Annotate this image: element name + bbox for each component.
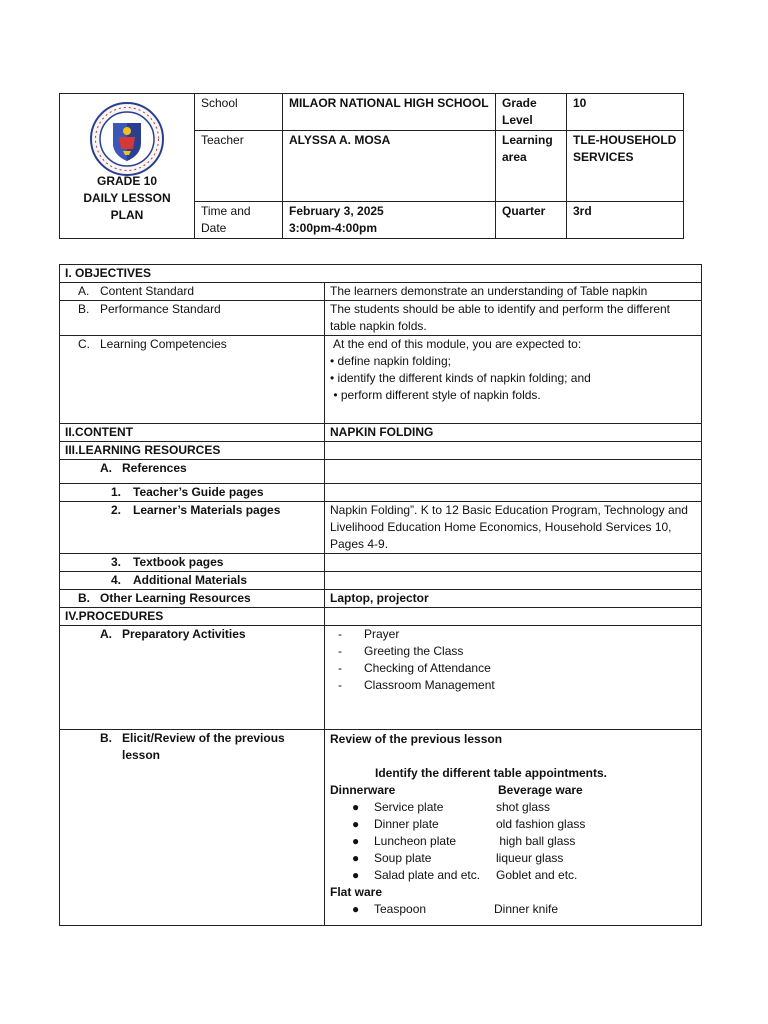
list-item: ● Salad plate and etc. Goblet and etc. (352, 868, 578, 882)
competencies-value (325, 336, 702, 424)
list-item: • identify the different kinds of napkin folding; and (330, 371, 591, 385)
table-row (60, 424, 702, 442)
deped-seal-logo (89, 101, 165, 177)
content-value: NAPKIN FOLDING (325, 424, 702, 442)
empty-cell (325, 442, 702, 460)
quarter-value: 3rd (567, 202, 684, 239)
learning-area-value: TLE-HOUSEHOLD SERVICES (567, 131, 684, 202)
grade-level-label: Grade Level (496, 94, 567, 131)
seal-icon (89, 101, 165, 177)
list-item: ● Dinner plate old fashion glass (352, 817, 586, 831)
flatware-heading: Flat ware (330, 885, 383, 899)
beverage-heading: Beverage ware (498, 783, 583, 797)
lesson-plan-table (59, 264, 702, 926)
procedures-heading: IV.PROCEDURES (60, 608, 325, 626)
competencies-label: C. Learning Competencies (60, 336, 325, 424)
list-item: ● Soup plate liqueur glass (352, 851, 564, 865)
grade-level-value: 10 (567, 94, 684, 131)
other-resources-value: Laptop, projector (325, 590, 702, 608)
table-row (60, 283, 702, 301)
review-instruction: Identify the different table appointments. (375, 766, 608, 780)
references-label: A. References (60, 460, 325, 484)
content-standard-label: A. Content Standard (60, 283, 325, 301)
content-standard-value: The learners demonstrate an understanding of Table napkin (325, 283, 702, 301)
time-date-value (283, 202, 496, 239)
teacher-value: ALYSSA A. MOSA (283, 131, 496, 202)
preparatory-activities-label: A. Preparatory Activities (60, 626, 325, 730)
competencies-intro: At the end of this module, you are expected to: (333, 337, 582, 351)
teachers-guide-label: 1. Teacher’s Guide pages (60, 484, 325, 502)
learning-area-label: Learning area (496, 131, 567, 202)
review-label: B. Elicit/Review of the previous lesson (60, 730, 325, 926)
ware-headings (330, 782, 696, 799)
table-row (60, 336, 702, 424)
table-row (60, 590, 702, 608)
performance-standard-value: The students should be able to identify and perform the different table napkin folds. (325, 301, 702, 336)
empty-cell (325, 572, 702, 590)
table-row (60, 626, 702, 730)
additional-materials-label: 4. Additional Materials (60, 572, 325, 590)
performance-standard-label: B. Performance Standard (60, 301, 325, 336)
review-title: Review of the previous lesson (330, 732, 503, 746)
table-row (60, 484, 702, 502)
textbook-pages-label: 3. Textbook pages (60, 554, 325, 572)
list-item: ● Teaspoon Dinner knife (352, 902, 559, 916)
learners-materials-value: Napkin Folding”. K to 12 Basic Education Program, Technology and Livelihood Education Home Economics, Household Services 10, Pages 4-9. (325, 502, 702, 554)
empty-cell (325, 460, 702, 484)
list-item: - Greeting the Class (338, 644, 464, 658)
plan-title: DAILY LESSON PLAN (83, 191, 171, 222)
time-date-label: Time and Date (195, 202, 283, 239)
lesson-header-table (59, 93, 684, 239)
list-item: • define napkin folding; (330, 354, 451, 368)
table-row (60, 460, 702, 484)
table-row (60, 301, 702, 336)
logo-cell (60, 94, 195, 239)
list-item: - Checking of Attendance (338, 661, 491, 675)
table-row (60, 554, 702, 572)
list-item: ● Service plate shot glass (352, 800, 551, 814)
table-row (60, 608, 702, 626)
empty-cell (325, 554, 702, 572)
objectives-heading: I. OBJECTIVES (60, 265, 702, 283)
quarter-label: Quarter (496, 202, 567, 239)
list-item: - Prayer (338, 627, 400, 641)
list-item: ● Luncheon plate high ball glass (352, 834, 576, 848)
school-label: School (195, 94, 283, 131)
empty-cell (325, 484, 702, 502)
review-content (325, 730, 702, 926)
teacher-label: Teacher (195, 131, 283, 202)
school-value: MILAOR NATIONAL HIGH SCHOOL (283, 94, 496, 131)
preparatory-activities-list (325, 626, 702, 730)
empty-cell (325, 608, 702, 626)
table-row (60, 265, 702, 283)
table-row (60, 572, 702, 590)
resources-heading: III.LEARNING RESOURCES (60, 442, 325, 460)
list-item: - Classroom Management (338, 678, 495, 692)
table-row (60, 442, 702, 460)
learners-materials-label: 2. Learner’s Materials pages (60, 502, 325, 554)
time-value: 3:00pm-4:00pm (289, 221, 378, 235)
list-item: • perform different style of napkin folds. (330, 388, 541, 402)
other-resources-label: B. Other Learning Resources (60, 590, 325, 608)
date-value: February 3, 2025 (289, 204, 384, 218)
dinnerware-heading: Dinnerware (330, 783, 396, 797)
content-heading: II.CONTENT (60, 424, 325, 442)
grade-title: GRADE 10 (96, 174, 158, 188)
table-row (60, 502, 702, 554)
table-row (60, 730, 702, 926)
